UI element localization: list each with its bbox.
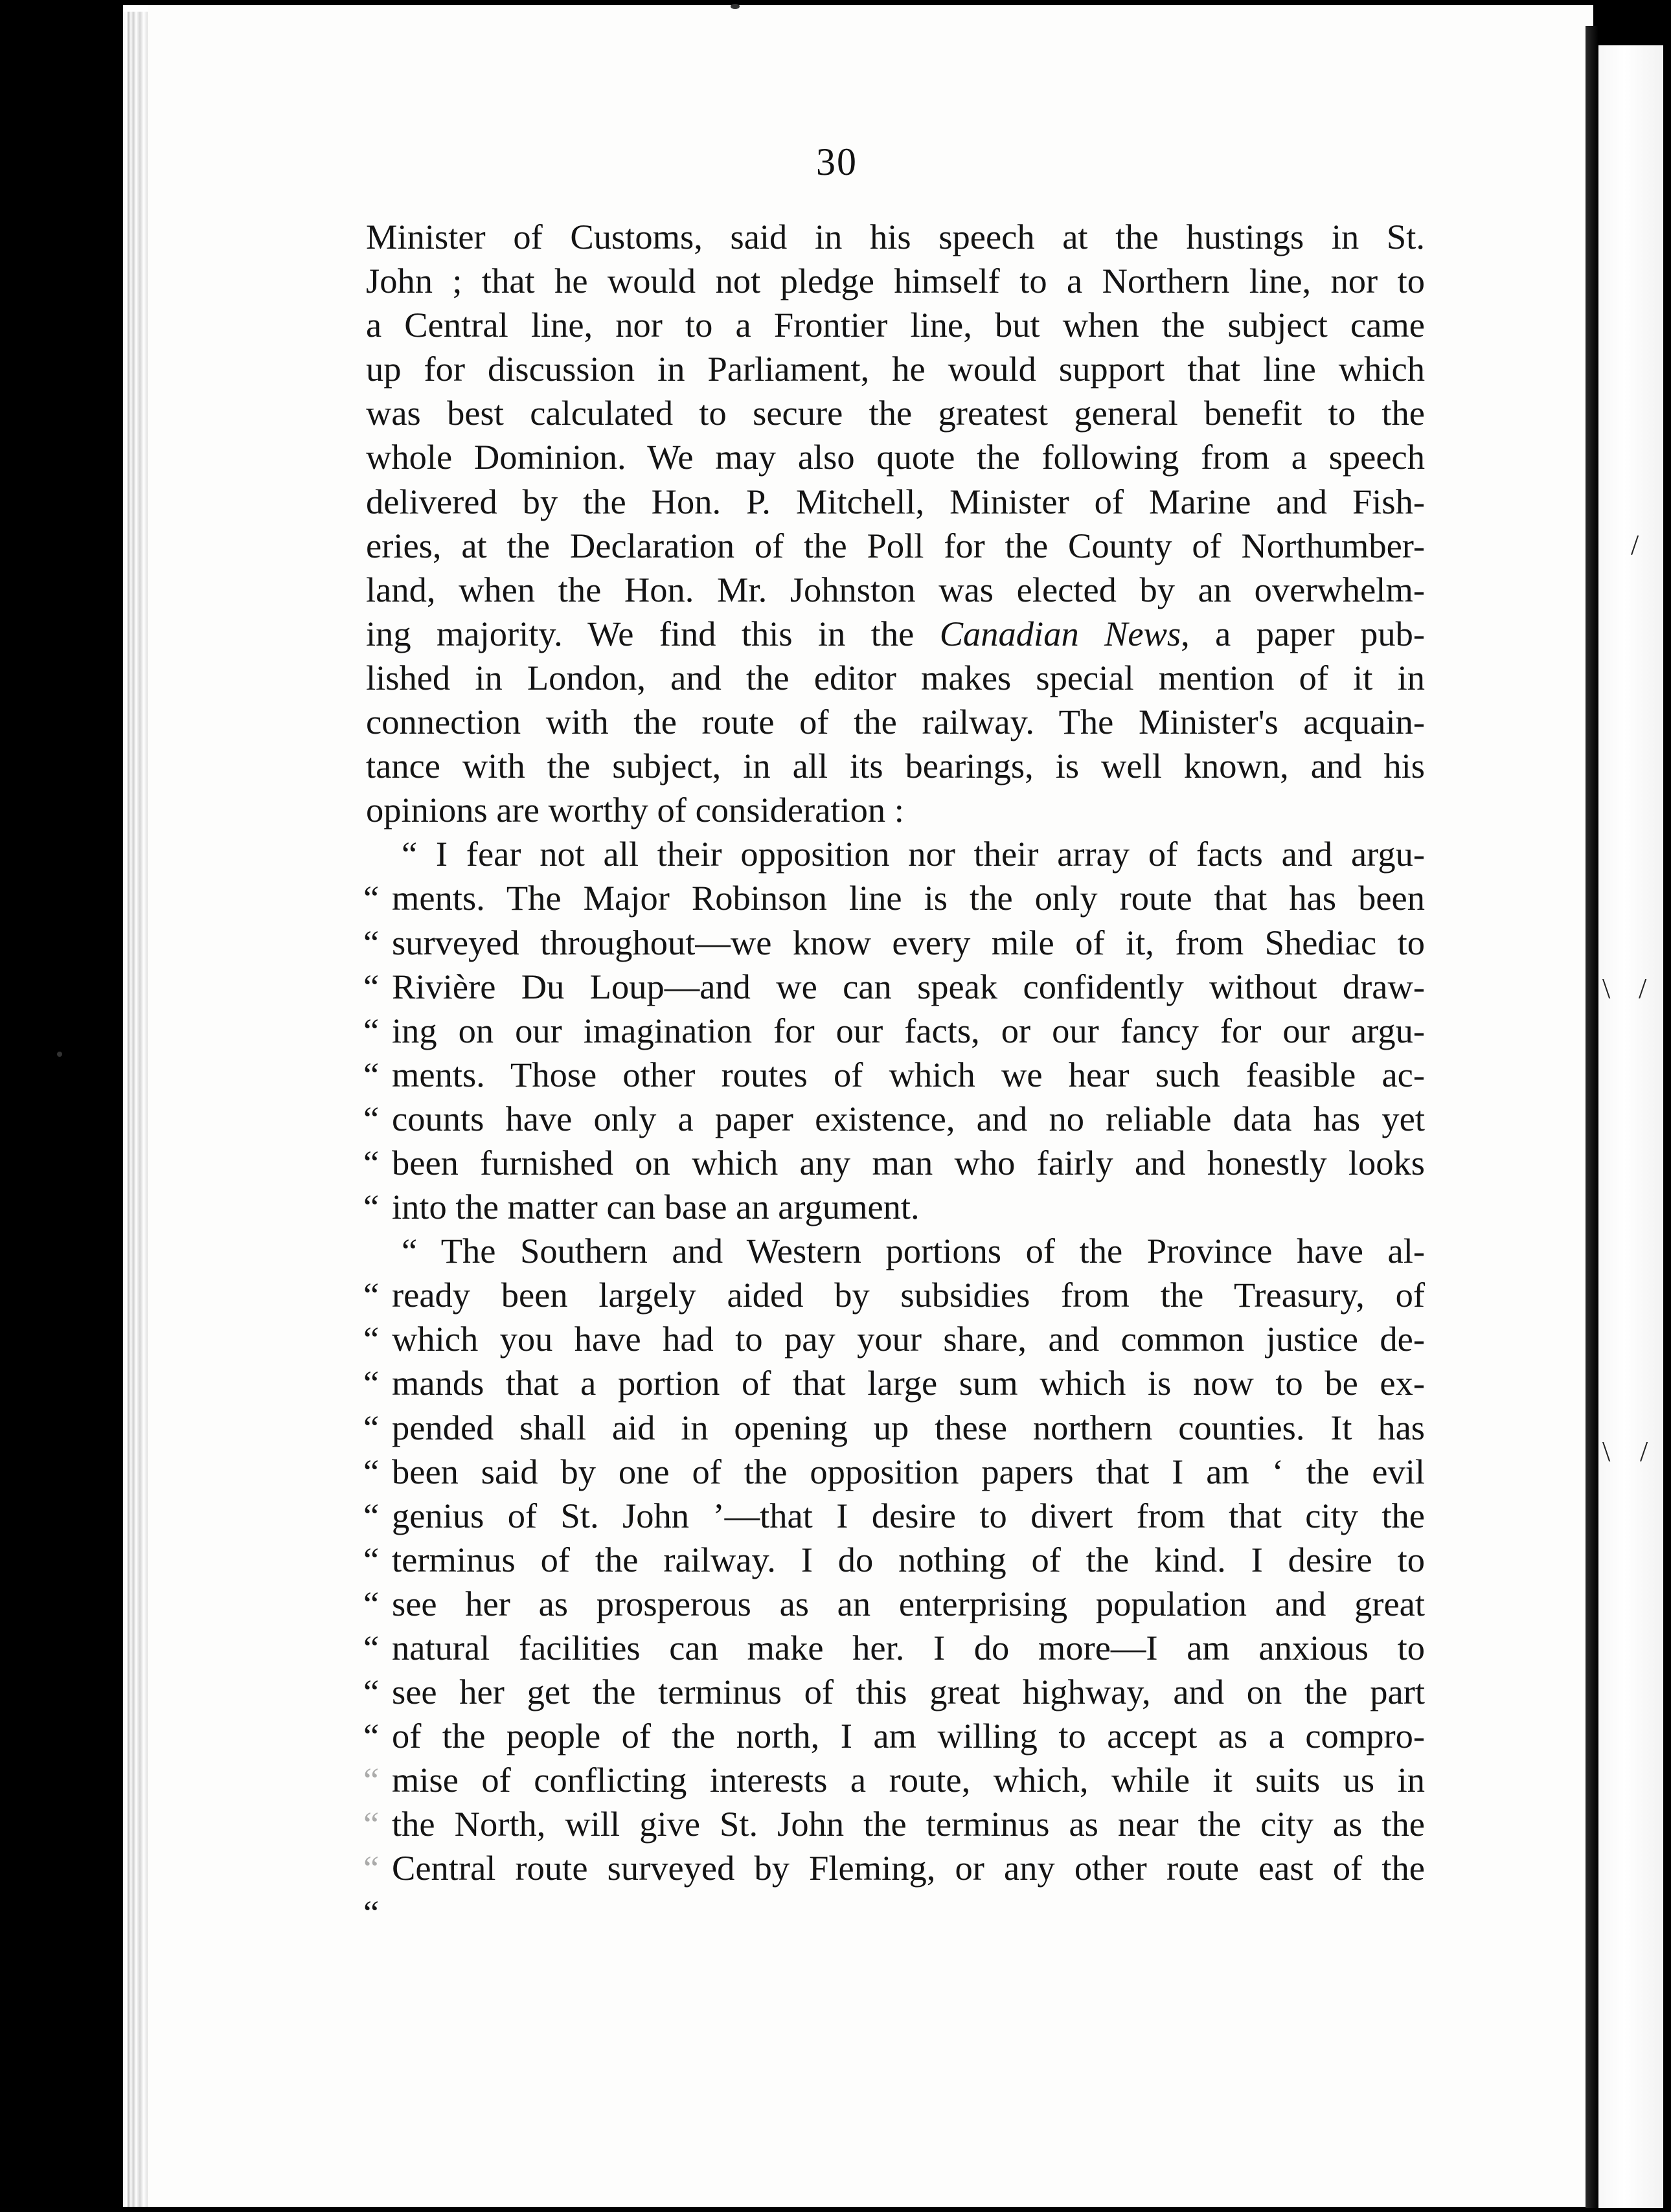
facing-page-mark: \ xyxy=(1602,973,1611,1004)
quote-line: which you have had to pay your share, and common justice de- xyxy=(392,1319,1425,1359)
text-line: Minister of Customs, said in his speech at the hustings in St. xyxy=(366,217,1425,256)
quote-line: been furnished on which any man who fairly and honestly looks xyxy=(392,1142,1425,1182)
quote-line: Rivière Du Loup—and we can speak confidently without draw- xyxy=(392,966,1425,1006)
quote-line: terminus of the railway. I do nothing of the kind. I desire to xyxy=(392,1539,1425,1579)
quote-line: mands that a portion of that large sum which is now to be ex- xyxy=(392,1363,1425,1403)
quote-mark: “ xyxy=(363,1275,380,1315)
facing-page-edge xyxy=(1598,45,1663,2208)
quote-line: into the matter can base an argument. xyxy=(392,1187,920,1227)
text-line: opinions are worthy of consideration : xyxy=(366,790,904,830)
book-binding-edge xyxy=(123,12,149,2207)
quote-line: mise of conflicting interests a route, which, while it suits us in xyxy=(392,1760,1425,1800)
text-line: lished in London, and the editor makes special mention of it in xyxy=(366,657,1425,697)
quote-first-line: “ I fear not all their opposition nor their array of facts and argu- xyxy=(402,834,1425,874)
scan-speck xyxy=(57,1052,62,1057)
quote-mark: “ xyxy=(363,1451,380,1491)
facing-page-mark: / xyxy=(1639,973,1647,1004)
quote-mark: “ xyxy=(363,1672,380,1712)
quote-mark: “ xyxy=(363,1363,380,1403)
quote-line xyxy=(392,1891,1425,1935)
quote-mark: “ xyxy=(363,1539,380,1579)
page-gutter-shadow xyxy=(1586,26,1598,2208)
page-number: 30 xyxy=(816,141,858,183)
quote-mark: “ xyxy=(363,1892,380,1932)
quote-line: surveyed throughout—we know every mile of it, from Shediac to xyxy=(392,922,1425,962)
text-line: up for discussion in Parliament, he would support that line which xyxy=(366,349,1425,389)
text-line: connection with the route of the railway. The Minister's acquain- xyxy=(366,702,1425,742)
facing-page-mark: \ xyxy=(1602,1436,1611,1467)
quote-mark: “ xyxy=(363,1319,380,1359)
quote-mark: “ xyxy=(363,1142,380,1182)
quote-mark: “ xyxy=(363,1848,380,1888)
quote-line: genius of St. John ’—that I desire to divert from that city the xyxy=(392,1495,1425,1535)
body-text xyxy=(363,215,1425,1935)
quotation-paragraph-1 xyxy=(363,832,1425,1229)
quote-line: ments. Those other routes of which we hear such feasible ac- xyxy=(392,1054,1425,1094)
text-segment: ing majority. We find this in the xyxy=(366,613,940,653)
quote-mark: “ xyxy=(363,1583,380,1623)
quote-line: ments. The Major Robinson line is the only route that has been xyxy=(392,878,1425,918)
facing-page-mark: / xyxy=(1631,529,1639,561)
facing-page-mark: / xyxy=(1640,1436,1648,1467)
quote-mark: “ xyxy=(363,966,380,1006)
text-line: delivered by the Hon. P. Mitchell, Minister of Marine and Fish- xyxy=(366,481,1425,521)
text-line: a Central line, nor to a Frontier line, but when the subject came xyxy=(366,305,1425,345)
text-line-with-italic xyxy=(366,612,1425,656)
quote-mark: “ xyxy=(363,1495,380,1535)
text-line: was best calculated to secure the greatest general benefit to the xyxy=(366,393,1425,433)
quote-mark: “ xyxy=(363,1804,380,1844)
quote-line: see her get the terminus of this great highway, and on the part xyxy=(392,1672,1425,1712)
text-line: tance with the subject, in all its bearings, is well known, and his xyxy=(366,746,1425,786)
quote-mark: “ xyxy=(363,1407,380,1447)
quote-mark: “ xyxy=(363,1760,380,1800)
quote-line: ing on our imagination for our facts, or our fancy for our argu- xyxy=(392,1010,1425,1050)
quote-mark: “ xyxy=(363,878,380,918)
text-segment: , a paper pub- xyxy=(1181,613,1425,653)
text-line: eries, at the Declaration of the Poll for the County of Northumber- xyxy=(366,525,1425,565)
text-line: whole Dominion. We may also quote the following from a speech xyxy=(366,437,1425,477)
quote-mark: “ xyxy=(363,1010,380,1050)
quote-mark: “ xyxy=(363,1187,380,1227)
quote-mark: “ xyxy=(363,1716,380,1756)
quote-line: Central route surveyed by Fleming, or any other route east of the xyxy=(392,1848,1425,1888)
text-line: land, when the Hon. Mr. Johnston was elected by an overwhelm- xyxy=(366,569,1425,609)
quote-first-line: “ The Southern and Western portions of the Province have al- xyxy=(402,1231,1425,1271)
quote-line: been said by one of the opposition papers that I am ‘ the evil xyxy=(392,1451,1425,1491)
text-line: John ; that he would not pledge himself to a Northern line, nor to xyxy=(366,261,1425,301)
quote-mark: “ xyxy=(363,1054,380,1094)
paragraph-1 xyxy=(366,215,1425,832)
scan-speck xyxy=(731,4,740,9)
quote-mark: “ xyxy=(363,1628,380,1667)
quote-mark: “ xyxy=(363,1098,380,1138)
quote-line: natural facilities can make her. I do more—I am anxious to xyxy=(392,1628,1425,1667)
quotation-paragraph-2 xyxy=(363,1229,1425,1935)
quote-mark: “ xyxy=(363,922,380,962)
quote-line: the North, will give St. John the terminus as near the city as the xyxy=(392,1804,1425,1844)
quote-line: counts have only a paper existence, and no reliable data has yet xyxy=(392,1098,1425,1138)
quote-line: ready been largely aided by subsidies from the Treasury, of xyxy=(392,1275,1425,1315)
newspaper-title: Canadian News xyxy=(939,613,1181,653)
quote-line: pended shall aid in opening up these northern counties. It has xyxy=(392,1407,1425,1447)
quote-line: of the people of the north, I am willing to accept as a compro- xyxy=(392,1716,1425,1756)
quote-line: see her as prosperous as an enterprising population and great xyxy=(392,1583,1425,1623)
